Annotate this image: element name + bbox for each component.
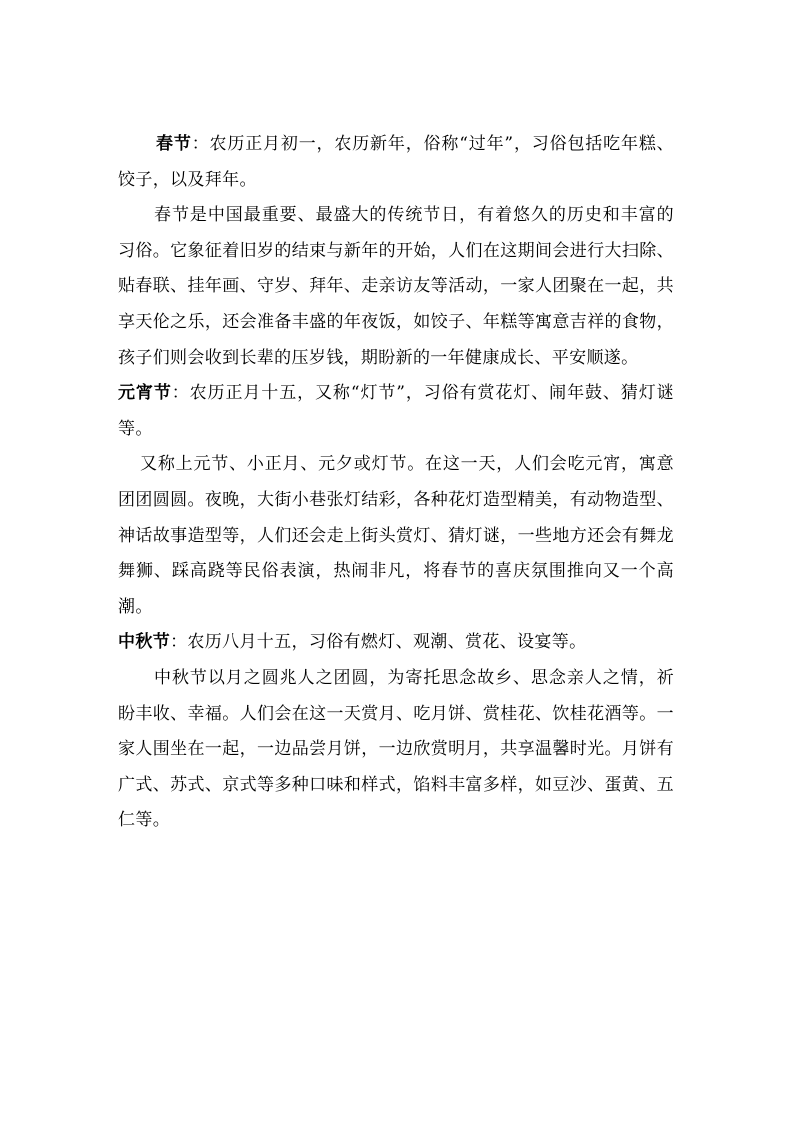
document-body	[118, 127, 674, 839]
section-spring-festival-body: 春节是中国最重要、最盛大的传统节日，有着悠久的历史和丰富的习俗。它象征着旧岁的结束与新年的开始，人们在这期间会进行大扫除、贴春联、挂年画、守岁、拜年、走亲访友等活动，一家人团聚在一起，共享天伦之乐，还会准备丰盛的年夜饭，如饺子、年糕等寓意吉祥的食物，孩子们则会收到长辈的压岁钱，期盼新的一年健康成长、平安顺遂。	[118, 205, 674, 368]
section-heading-spring-festival: 春节	[156, 134, 192, 154]
section-lantern-festival-summary	[118, 376, 674, 447]
section-spring-festival-summary	[118, 127, 674, 198]
section-heading-mid-autumn-festival: 中秋节	[118, 632, 171, 653]
section-lantern-festival-body: 又称上元节、小正月、元夕或灯节。在这一天，人们会吃元宵，寓意团团圆圆。夜晚，大街小巷张灯结彩，各种花灯造型精美，有动物造型、神话故事造型等，人们还会走上街头赏灯、猜灯谜，一些地方还会有舞龙舞狮、踩高跷等民俗表演，热闹非凡，将春节的喜庆氛围推向又一个高潮。	[118, 454, 674, 617]
section-mid-autumn-festival-body: 中秋节以月之圆兆人之团圆，为寄托思念故乡、思念亲人之情，祈盼丰收、幸福。人们会在这一天赏月、吃月饼、赏桂花、饮桂花酒等。一家人围坐在一起，一边品尝月饼，一边欣赏明月，共享温馨时光。月饼有广式、苏式、京式等多种口味和样式，馅料丰富多样，如豆沙、蛋黄、五仁等。	[118, 667, 674, 831]
section-summary-text: ：农历正月初一，农历新年，俗称“过年”，习俗包括吃年糕、饺子，以及拜年。	[118, 134, 675, 190]
section-heading-lantern-festival: 元宵节	[118, 383, 172, 404]
section-summary-text: ：农历八月十五，习俗有燃灯、观潮、赏花、设宴等。	[170, 632, 587, 653]
section-summary-text: ：农历正月十五，又称“灯节”，习俗有赏花灯、闹年鼓、猜灯谜等。	[118, 383, 674, 439]
section-mid-autumn-festival-summary	[118, 625, 674, 661]
